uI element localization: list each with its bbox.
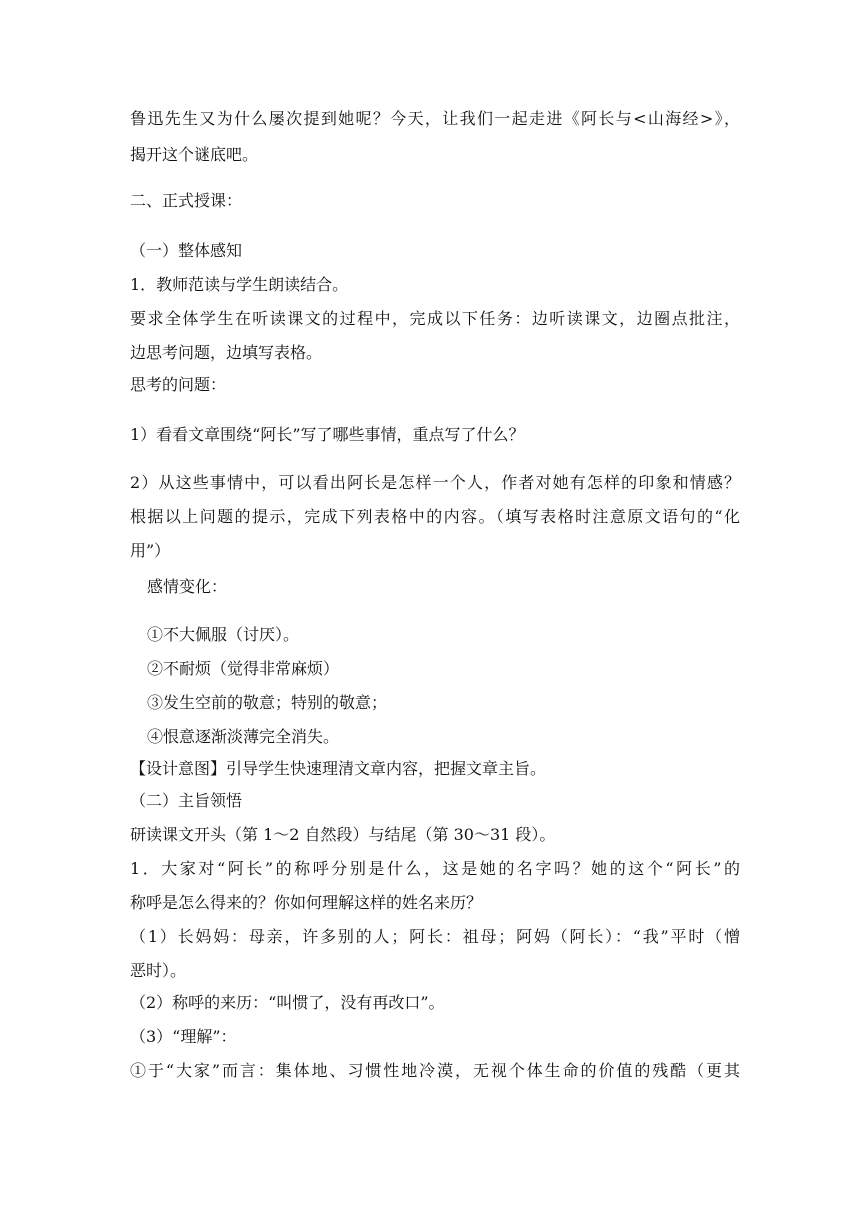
text-line-27: ①于“大家”而言：集体地、习惯性地冷漠，无视个体生命的价值的残酷（更其	[130, 1061, 740, 1080]
text-line-25: （2）称呼的来历：“叫惯了，没有再改口”。	[130, 993, 445, 1012]
text-line-12: 用”）	[130, 541, 171, 560]
emotion-item-2: ②不耐烦（觉得非常麻烦）	[147, 659, 340, 678]
subheading-overall-perception: （一）整体感知	[130, 241, 243, 260]
question-2: 2）从这些事情中，可以看出阿长是怎样一个人，作者对她有怎样的印象和情感？	[130, 473, 740, 492]
text-line-2: 揭开这个谜底吧。	[130, 145, 259, 164]
text-line-5: 1．教师范读与学生朗读结合。	[130, 275, 349, 294]
text-line-20: 研读课文开头（第 1～2 自然段）与结尾（第 30～31 段）。	[130, 825, 556, 844]
emotion-item-3: ③发生空前的敬意；特别的敬意；	[147, 693, 388, 712]
design-intent: 【设计意图】引导学生快速理清文章内容，把握文章主旨。	[130, 759, 547, 778]
question-1: 1）看看文章围绕“阿长”写了哪些事情，重点写了什么？	[130, 425, 525, 444]
text-line-21: 1．大家对“阿长”的称呼分别是什么，这是她的名字吗？她的这个“阿长”的	[130, 859, 740, 878]
text-line-11: 根据以上问题的提示，完成下列表格中的内容。（填写表格时注意原文语句的“化	[130, 507, 740, 526]
text-line-6: 要求全体学生在听读课文的过程中，完成以下任务：边听读课文，边圈点批注，	[130, 309, 740, 328]
text-line-22: 称呼是怎么得来的？你如何理解这样的姓名来历？	[130, 893, 483, 912]
text-line-24: 恶时）。	[130, 961, 187, 980]
text-line-7: 边思考问题，边填写表格。	[130, 343, 323, 362]
subheading-theme: （二）主旨领悟	[130, 791, 243, 810]
section-heading-formal-teaching: 二、正式授课：	[130, 191, 243, 210]
emotion-change-label: 感情变化：	[147, 577, 228, 596]
emotion-item-1: ①不大佩服（讨厌）。	[147, 625, 300, 644]
text-line-1: 鲁迅先生又为什么屡次提到她呢？今天，让我们一起走进《阿长与<山海经>》，	[130, 109, 740, 128]
text-line-8: 思考的问题：	[130, 375, 227, 394]
emotion-item-4: ④恨意逐渐淡薄完全消失。	[147, 727, 340, 746]
text-line-23: （1）长妈妈：母亲，许多别的人；阿长：祖母；阿妈（阿长）：“我”平时（憎	[130, 927, 740, 946]
text-line-26: （3）“理解”：	[130, 1027, 237, 1046]
